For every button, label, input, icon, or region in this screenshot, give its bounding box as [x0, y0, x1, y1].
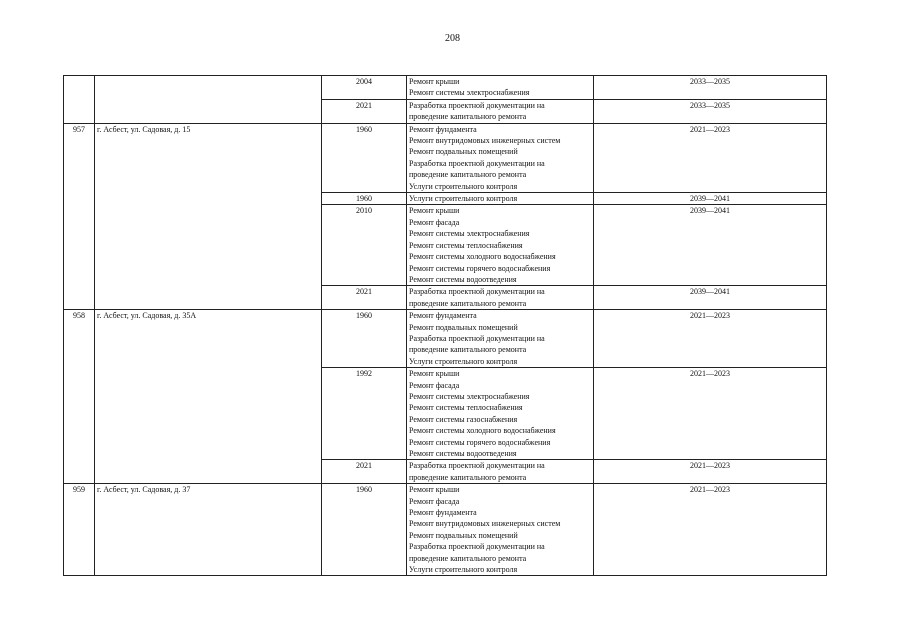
- works-cell: [407, 99, 594, 123]
- table-row: [64, 484, 827, 576]
- capital-repair-table: [63, 75, 827, 576]
- work-item: Ремонт системы теплоснабжения: [409, 240, 523, 250]
- period-cell: 2021—2023: [594, 310, 827, 368]
- period-cell: 2039—2041: [594, 193, 827, 205]
- period-cell: 2021—2023: [594, 484, 827, 576]
- work-item: Разработка проектной документации на: [409, 287, 545, 297]
- work-item: проведение капитального ремонта: [409, 345, 527, 355]
- work-item: Разработка проектной документации на: [409, 542, 545, 552]
- work-item: Ремонт фасада: [409, 496, 460, 506]
- building-address: г. Асбест, ул. Садовая, д. 35А: [95, 310, 322, 484]
- work-item: Разработка проектной документации на: [409, 461, 545, 471]
- work-item: проведение капитального ремонта: [409, 170, 527, 180]
- work-item: Ремонт внутридомовых инженерных систем: [409, 519, 561, 529]
- work-item: Ремонт внутридомовых инженерных систем: [409, 136, 561, 146]
- work-item: Ремонт подвальных помещений: [409, 322, 518, 332]
- period-cell: 2021—2023: [594, 123, 827, 192]
- work-item: Ремонт системы водоотведения: [409, 274, 517, 284]
- year-cell: 1960: [322, 123, 407, 192]
- year-cell: 2021: [322, 99, 407, 123]
- works-cell: [407, 286, 594, 310]
- work-item: Ремонт крыши: [409, 206, 460, 216]
- works-cell: [407, 76, 594, 100]
- record-number: [64, 76, 95, 124]
- work-item: Ремонт системы холодного водоснабжения: [409, 252, 556, 262]
- work-item: Услуги строительного контроля: [409, 356, 518, 366]
- period-cell: 2033—2035: [594, 76, 827, 100]
- page-number: 208: [445, 33, 460, 44]
- work-item: Разработка проектной документации на: [409, 100, 545, 110]
- work-item: Ремонт системы горячего водоснабжения: [409, 437, 551, 447]
- building-address: г. Асбест, ул. Садовая, д. 37: [95, 484, 322, 576]
- period-cell: 2021—2023: [594, 460, 827, 484]
- works-cell: [407, 368, 594, 460]
- table-row: [64, 123, 827, 192]
- table-body: [64, 76, 827, 576]
- work-item: Ремонт фундамента: [409, 508, 477, 518]
- year-cell: 1992: [322, 368, 407, 460]
- work-item: Ремонт системы электроснабжения: [409, 391, 530, 401]
- period-cell: 2021—2023: [594, 368, 827, 460]
- works-cell: [407, 460, 594, 484]
- table-row: [64, 310, 827, 368]
- work-item: Ремонт подвальных помещений: [409, 147, 518, 157]
- work-item: Разработка проектной документации на: [409, 333, 545, 343]
- year-cell: 1960: [322, 310, 407, 368]
- work-item: Ремонт подвальных помещений: [409, 530, 518, 540]
- works-cell: [407, 205, 594, 286]
- work-item: Разработка проектной документации на: [409, 158, 545, 168]
- work-item: Ремонт фасада: [409, 217, 460, 227]
- year-cell: 2010: [322, 205, 407, 286]
- record-number: 959: [64, 484, 95, 576]
- work-item: Ремонт крыши: [409, 485, 460, 495]
- work-item: проведение капитального ремонта: [409, 298, 527, 308]
- period-cell: 2039—2041: [594, 286, 827, 310]
- building-address: г. Асбест, ул. Садовая, д. 15: [95, 123, 322, 310]
- work-item: Услуги строительного контроля: [409, 181, 518, 191]
- year-cell: 1960: [322, 193, 407, 205]
- record-number: 958: [64, 310, 95, 484]
- works-cell: [407, 310, 594, 368]
- work-item: Ремонт фасада: [409, 380, 460, 390]
- period-cell: 2039—2041: [594, 205, 827, 286]
- work-item: Ремонт системы газоснабжения: [409, 414, 518, 424]
- works-cell: [407, 193, 594, 205]
- building-address: [95, 76, 322, 124]
- year-cell: 2004: [322, 76, 407, 100]
- work-item: Ремонт системы теплоснабжения: [409, 403, 523, 413]
- work-item: проведение капитального ремонта: [409, 553, 527, 563]
- work-item: Услуги строительного контроля: [409, 565, 518, 575]
- work-item: Услуги строительного контроля: [409, 194, 518, 204]
- year-cell: 2021: [322, 286, 407, 310]
- work-item: проведение капитального ремонта: [409, 472, 527, 482]
- year-cell: 1960: [322, 484, 407, 576]
- table-row: [64, 76, 827, 100]
- work-item: Ремонт системы электроснабжения: [409, 229, 530, 239]
- works-cell: [407, 484, 594, 576]
- year-cell: 2021: [322, 460, 407, 484]
- period-cell: 2033—2035: [594, 99, 827, 123]
- work-item: Ремонт системы горячего водоснабжения: [409, 263, 551, 273]
- work-item: Ремонт системы электроснабжения: [409, 88, 530, 98]
- work-item: Ремонт крыши: [409, 77, 460, 86]
- record-number: 957: [64, 123, 95, 310]
- works-cell: [407, 123, 594, 192]
- work-item: Ремонт системы холодного водоснабжения: [409, 426, 556, 436]
- work-item: Ремонт фундамента: [409, 124, 477, 134]
- work-item: Ремонт системы водоотведения: [409, 449, 517, 458]
- work-item: проведение капитального ремонта: [409, 112, 527, 122]
- work-item: Ремонт фундамента: [409, 311, 477, 321]
- work-item: Ремонт крыши: [409, 369, 460, 379]
